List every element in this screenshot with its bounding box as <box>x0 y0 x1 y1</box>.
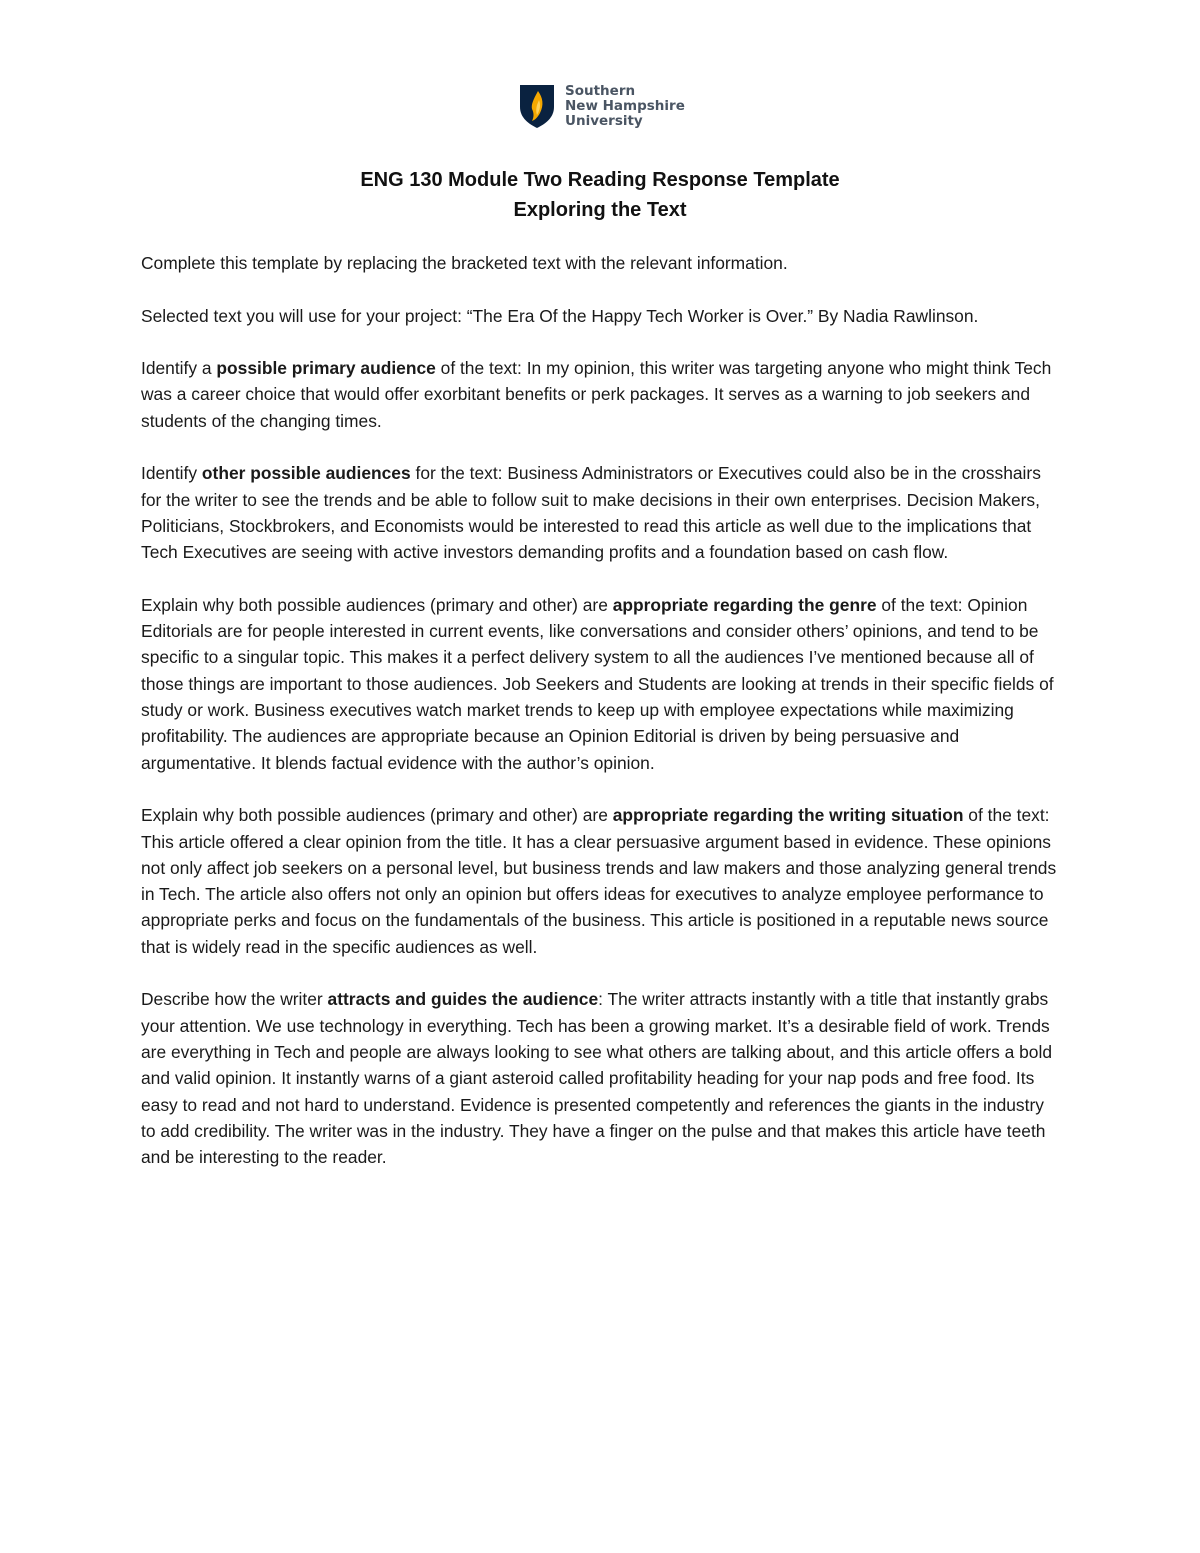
logo-line-2: New Hampshire <box>565 98 685 114</box>
instructions-paragraph: Complete this template by replacing the bracketed text with the relevant information. <box>141 253 788 273</box>
title-line-1: ENG 130 Module Two Reading Response Template <box>360 169 840 191</box>
title-line-2: Exploring the Text <box>513 199 687 221</box>
primary-audience-prompt-bold: possible primary audience <box>216 358 436 379</box>
writing-situation-prompt-start: Explain why both possible audiences (primary and other) are <box>141 805 613 826</box>
selected-text-paragraph <box>141 303 1061 329</box>
other-audiences-response: Business Administrators or Executives could also be in the crosshairs for the writer to see the trends and be able to follow suit to make decisions in their own enterprises. Decision Makers, Politicians, Stockbrokers, and Economists would be interested to read this article as well due to the implications that Tech Executives are seeing with active investors demanding profits and a foundation based on cash flow. <box>141 463 1041 563</box>
other-audiences-prompt-bold: other possible audiences <box>201 463 411 484</box>
other-audiences-prompt-start: Identify <box>141 463 202 484</box>
genre-prompt-end: of the text: <box>876 594 968 615</box>
logo-line-3: University <box>565 113 643 129</box>
attracts-guides-prompt-end: : <box>598 989 608 1010</box>
primary-audience-paragraph <box>141 355 1061 434</box>
document-body <box>141 250 1061 1197</box>
selected-text-label: Selected text you will use for your project: <box>141 305 467 326</box>
primary-audience-prompt-end: of the text: <box>435 358 527 379</box>
university-logo <box>519 83 685 129</box>
genre-prompt-bold: appropriate regarding the genre <box>612 594 877 615</box>
primary-audience-prompt-start: Identify a <box>141 358 217 379</box>
document-title <box>0 165 1200 225</box>
other-audiences-prompt-end: for the text: <box>410 463 508 484</box>
writing-situation-prompt-end: of the text: <box>963 805 1050 826</box>
attracts-guides-paragraph <box>141 986 1061 1170</box>
attracts-guides-response: The writer attracts instantly with a title that instantly grabs your attention. We use technology in everything. Tech has been a growing market. It’s a desirable field of work. Trends are everything in Tech and people are always looking to see what others are talking about, and this article offers a bold and valid opinion. It instantly warns of a giant asteroid called profitability heading for your nap pods and free food. Its easy to read and not hard to understand. Evidence is presented competently and references the giants in the industry to add credibility. The writer was in the industry. They have a finger on the pulse and that makes this article have teeth and be interesting to the reader. <box>141 989 1052 1168</box>
logo-wordmark <box>565 84 685 129</box>
logo-line-1: Southern <box>565 83 636 99</box>
selected-text-value: “The Era Of the Happy Tech Worker is Over.” By Nadia Rawlinson. <box>466 305 979 326</box>
primary-audience-response: In my opinion, this writer was targeting anyone who might think Tech was a career choice that would offer exorbitant benefits or perk packages. It serves as a warning to job seekers and students of the changing times. <box>141 358 1052 431</box>
genre-paragraph <box>141 592 1061 776</box>
other-audiences-paragraph <box>141 460 1061 565</box>
genre-prompt-start: Explain why both possible audiences (primary and other) are <box>141 594 613 615</box>
writing-situation-prompt-bold: appropriate regarding the writing situation <box>612 805 964 826</box>
attracts-guides-prompt-start: Describe how the writer <box>141 989 328 1010</box>
genre-response: Opinion Editorials are for people interested in current events, like conversations and consider others’ opinions, and tend to be specific to a singular topic. This makes it a perfect delivery system to all the audiences I’ve mentioned because all of those things are important to those audiences. Job Seekers and Students are looking at trends in their specific fields of study or work. Business executives watch market trends to keep up with employee expectations while maximizing profitability. The audiences are appropriate because an Opinion Editorial is driven by being persuasive and argumentative. It blends factual evidence with the author’s opinion. <box>141 594 1054 773</box>
attracts-guides-prompt-bold: attracts and guides the audience <box>327 989 599 1010</box>
snhu-shield-icon <box>519 83 555 129</box>
writing-situation-paragraph <box>141 802 1061 960</box>
writing-situation-response: This article offered a clear opinion from the title. It has a clear persuasive argument based in evidence. These opinions not only affect job seekers on a personal level, but business trends and law makers and those analyzing general trends in Tech. The article also offers not only an opinion but offers ideas for executives to analyze employee performance to appropriate perks and focus on the fundamentals of the business. This article is positioned in a reputable news source that is widely read in the specific audiences as well. <box>141 831 1057 957</box>
